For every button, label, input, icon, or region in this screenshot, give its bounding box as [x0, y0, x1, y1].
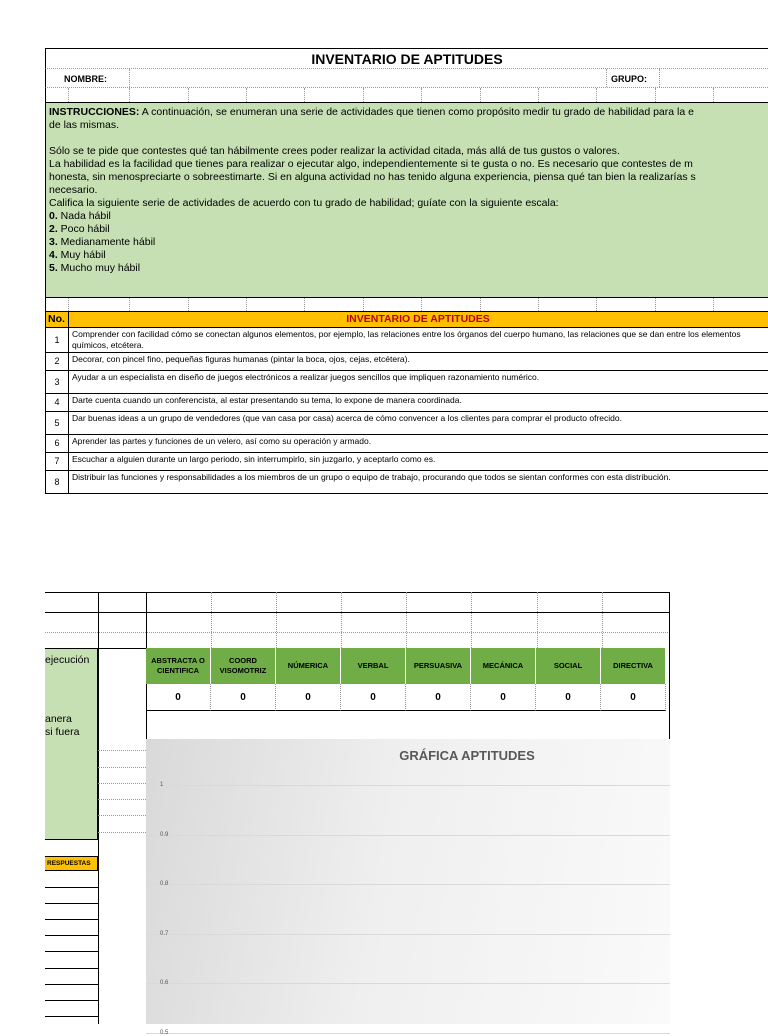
activity-text: Escuchar a alguien durante un largo periodo, sin interrumpirlo, sin juzgarlo, y aceptarlo como es. [68, 453, 768, 470]
results-sheet [45, 592, 670, 1036]
inventory-row [45, 452, 768, 470]
instructions-line-3: Sólo se te pide que contestes qué tan hábilmente crees poder realizar la actividad citada, más allá de tus gustos o valores. [49, 145, 620, 157]
activity-text: Aprender las partes y funciones de un velero, así como su operación y armado. [68, 435, 768, 452]
aptitude-scores [146, 684, 666, 711]
row-number: 4 [54, 397, 60, 407]
category-header: NÚMERICA [276, 648, 341, 684]
chart-gridline [146, 934, 670, 935]
category-score: 0 [471, 684, 536, 711]
instructions-line-1: A continuación, se enumeran una serie de actividades que tienen como propósito medir tu grado de habilidad para la e [139, 106, 694, 118]
row-number: 6 [54, 438, 60, 448]
category-header: COORD VISOMOTRIZ [211, 648, 276, 684]
category-header: ABSTRACTA O CIENTIFICA [146, 648, 211, 684]
y-tick-label: 0.8 [160, 881, 169, 887]
inventory-row [45, 352, 768, 370]
instructions-line-5: honesta, sin menospreciarte o sobreestimarte. Si en alguna actividad no has tenido alguna experiencia, piensa qué tan bien la realizarías s [49, 171, 696, 183]
instructions-line-2: de las mismas. [49, 119, 120, 131]
scale-item: 0. Nada hábil [49, 210, 111, 222]
respuestas-header: RESPUESTAS [45, 856, 98, 871]
scale-item: 3. Medianamente hábil [49, 236, 156, 248]
category-header: DIRECTIVA [601, 648, 666, 684]
chart-gridline [146, 884, 670, 885]
name-group-row [45, 68, 768, 88]
row-number: 7 [54, 456, 60, 466]
inventory-items [45, 327, 768, 493]
y-tick-label: 0.7 [160, 930, 169, 937]
chart-gridline [146, 835, 670, 836]
category-score: 0 [406, 684, 471, 711]
scale-item: 4. Muy hábil [49, 249, 106, 261]
category-score: 0 [276, 684, 341, 711]
category-header: VERBAL [341, 648, 406, 684]
nombre-field[interactable] [130, 69, 605, 87]
y-tick-label: 0.5 [160, 1029, 169, 1036]
category-score: 0 [211, 684, 276, 711]
row-number: 5 [54, 417, 60, 428]
y-tick-label: 0.6 [160, 980, 169, 986]
scale-item: 5. Mucho muy hábil [49, 262, 141, 274]
activity-text: Darte cuenta cuando un conferencista, al estar presentando su tema, lo expone de manera coordinada. [68, 394, 768, 411]
scale-item: 2. Poco hábil [49, 223, 110, 235]
side-text: si fuera [45, 726, 80, 738]
row-number: 2 [54, 356, 60, 366]
instructions-line-4: La habilidad es la facilidad que tienes para realizar o ejecutar algo, independientemente si te gusta o no. Es necesario que contestes de m [49, 158, 693, 170]
instructions-line-7: Califica la siguiente serie de actividades de acuerdo con tu grado de habilidad; guíate con la siguiente escala: [49, 197, 559, 209]
spacer-grid-row [45, 88, 768, 102]
activity-text: Decorar, con pincel fino, pequeñas figuras humanas (pintar la boca, ojos, cejas, etcétera). [68, 353, 768, 370]
inventory-row [45, 470, 768, 493]
aptitude-categories [146, 648, 666, 684]
nombre-label: NOMBRE: [64, 74, 107, 84]
category-header: PERSUASIVA [406, 648, 471, 684]
grupo-field[interactable] [660, 69, 768, 87]
chart-title: GRÁFICA APTITUDES [399, 748, 535, 763]
category-score: 0 [341, 684, 406, 711]
inventory-table-header [45, 311, 768, 327]
y-tick-label: 1 [160, 782, 164, 788]
sheet-title: INVENTARIO DE APTITUDES [45, 48, 768, 68]
aptitude-chart [146, 739, 670, 1036]
activity-text: Ayudar a un especialista en diseño de juegos electrónicos a realizar juegos sencillos que impliquen razonamiento numérico. [68, 371, 768, 393]
inventory-row [45, 370, 768, 393]
row-number: 1 [54, 334, 60, 345]
inventory-row [45, 411, 768, 434]
chart-gridline [146, 785, 670, 786]
header-title: INVENTARIO DE APTITUDES [346, 313, 490, 325]
activity-text: Comprender con facilidad cómo se conectan algunos elementos, por ejemplo, las relaciones entre los órganos del cuerpo humano, las relaciones que se dan entre los elementos químicos, etcétera. [68, 328, 768, 352]
chart-gridline [146, 1033, 670, 1034]
row-number: 8 [54, 476, 60, 487]
category-header: SOCIAL [536, 648, 601, 684]
category-score: 0 [536, 684, 601, 711]
header-no: No. [48, 313, 65, 325]
inventory-row [45, 327, 768, 352]
inventory-sheet [45, 48, 768, 494]
category-header: MECÁNICA [471, 648, 536, 684]
y-tick-label: 0.9 [160, 831, 169, 838]
instructions-panel-fragment [45, 648, 98, 840]
inventory-row [45, 434, 768, 452]
instructions-heading: INSTRUCCIONES: [49, 106, 140, 118]
instructions-panel [45, 102, 768, 297]
inventory-row [45, 393, 768, 411]
side-text: anera [45, 713, 72, 725]
chart-gridline [146, 983, 670, 984]
category-score: 0 [146, 684, 211, 711]
category-score: 0 [601, 684, 666, 711]
grupo-label: GRUPO: [611, 74, 647, 84]
spacer-grid-row [45, 297, 768, 311]
side-text: ejecución [45, 654, 90, 666]
activity-text: Distribuir las funciones y responsabilidades a los miembros de un grupo o equipo de trabajo, procurando que todos se sientan conformes con esta distribución. [68, 471, 768, 493]
activity-text: Dar buenas ideas a un grupo de vendedores (que van casa por casa) acerca de cómo convencer a los clientes para comprar el producto ofrecido. [68, 412, 768, 434]
row-number: 3 [54, 376, 60, 387]
instructions-line-6: necesario. [49, 184, 98, 196]
